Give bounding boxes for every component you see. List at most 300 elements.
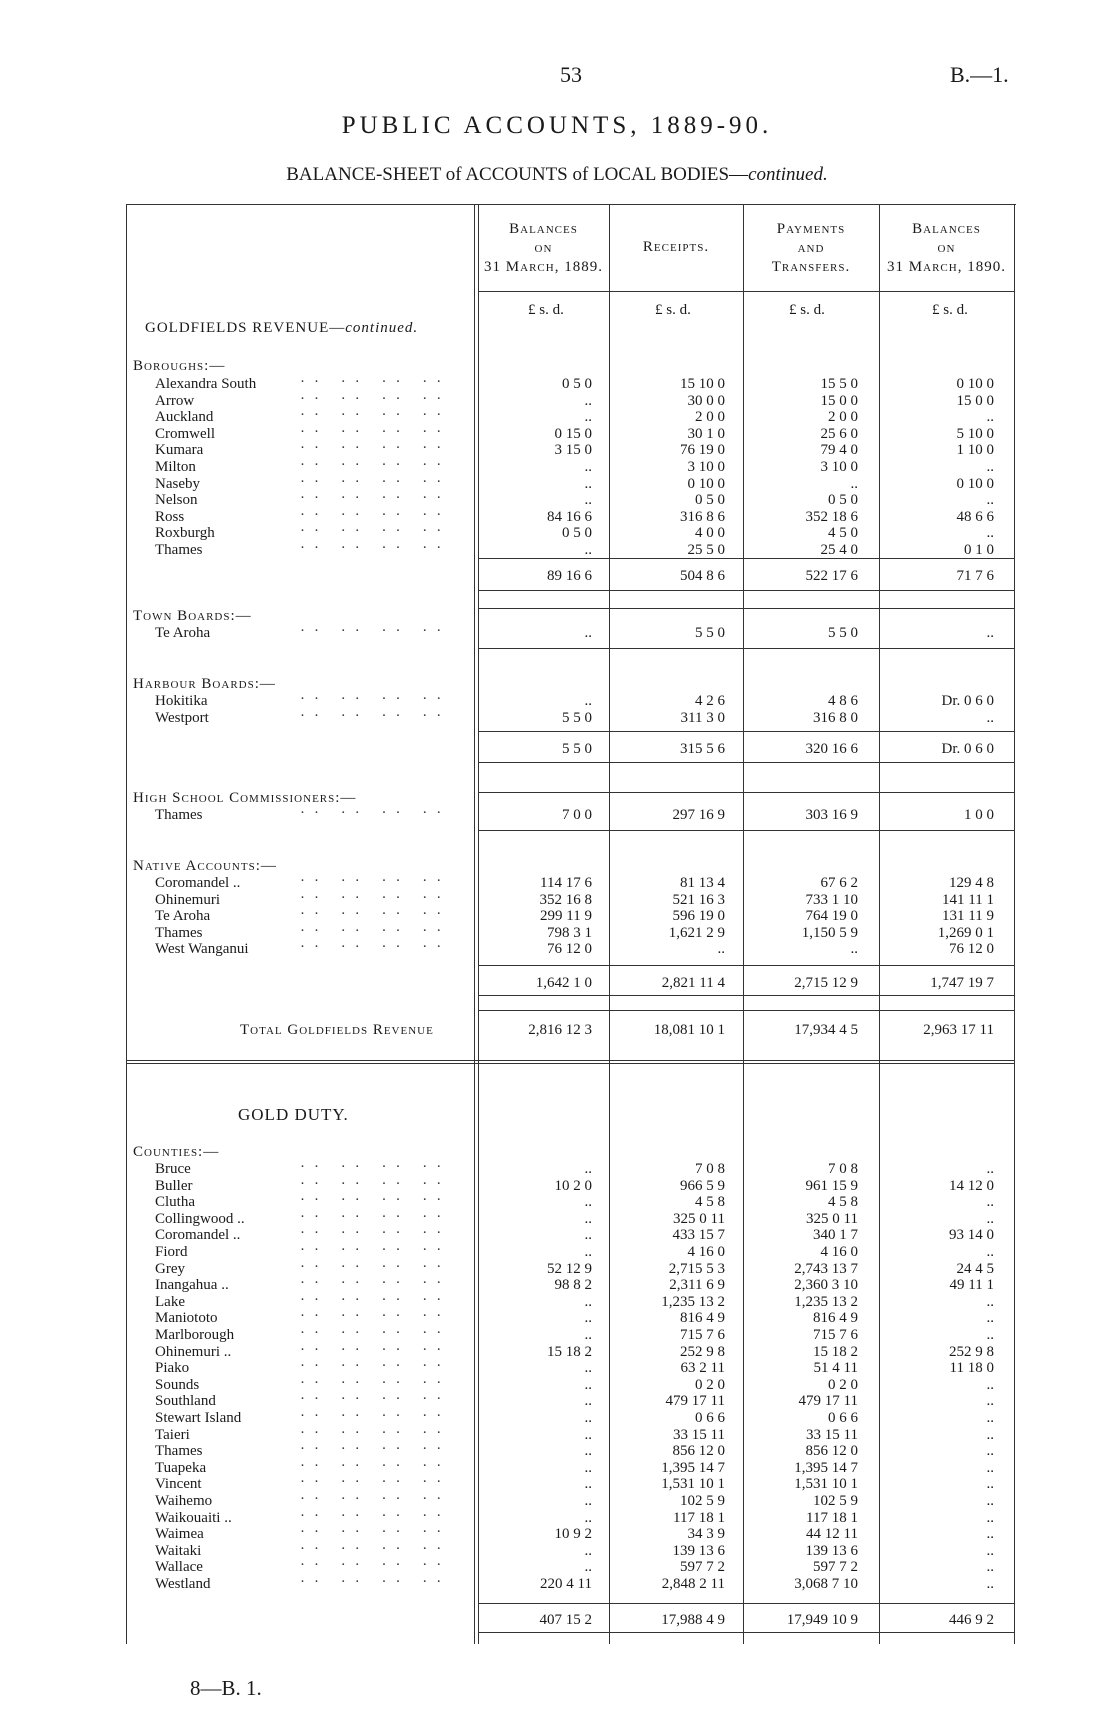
cell-c1: ..: [584, 1210, 592, 1227]
cell-c2: 325 0 11: [673, 1210, 725, 1227]
cell-c4: 76 12 0: [949, 941, 994, 958]
row-label: Nelson: [155, 492, 198, 509]
cell-c3: 3 10 0: [820, 459, 858, 475]
cell-c2: 30 1 0: [687, 425, 725, 442]
cell-c1: 5 5 0: [562, 709, 592, 726]
row-label: Tuapeka: [155, 1459, 207, 1476]
row-label: Marlborough: [155, 1327, 235, 1343]
cell-c4: 48 6 6: [956, 508, 994, 525]
cell-c1: ..: [584, 1360, 592, 1377]
header-rule: [478, 291, 1014, 292]
cell-c3: 67 6 2: [820, 875, 858, 891]
row-label: Ohinemuri: [155, 891, 220, 908]
cell-c3: 764 19 0: [805, 908, 858, 925]
cell-c4: ..: [986, 459, 994, 475]
cell-c3: ..: [850, 941, 858, 958]
row-label: Bruce: [155, 1161, 191, 1177]
cell-c3: 715 7 6: [813, 1327, 858, 1343]
cell-c1: ..: [584, 1459, 592, 1476]
section-gold-duty: GOLD DUTY.: [238, 1105, 349, 1124]
cell-c1: ..: [584, 1161, 592, 1177]
cell-c2: 5 5 0: [695, 625, 725, 641]
cell-c1: ..: [584, 475, 592, 492]
subtotal-c3: 522 17 6: [805, 568, 858, 584]
cell-c4: ..: [986, 1210, 994, 1227]
subtotal-c4: Dr. 0 6 0: [941, 741, 994, 757]
cell-c4: ..: [986, 409, 994, 426]
subtotal-c4: 71 7 6: [956, 568, 994, 584]
col-header-line: 31 March, 1890.: [887, 259, 1006, 275]
cell-c2: 4 0 0: [695, 525, 725, 542]
cell-c4: ..: [986, 1327, 994, 1343]
cell-c4: Dr. 0 6 0: [941, 693, 994, 709]
cell-c2: 0 6 6: [695, 1410, 725, 1426]
leader-dots: ·· ·· ·· ··: [300, 1491, 451, 1507]
leader-dots: ·· ·· ·· ··: [300, 873, 451, 889]
leader-dots: ·· ·· ·· ··: [300, 506, 451, 523]
leader-dots: ·· ·· ·· ··: [300, 1192, 451, 1209]
leader-dots: ·· ·· ·· ··: [300, 1574, 451, 1590]
cell-c1: 0 15 0: [554, 425, 592, 442]
cell-c3: 44 12 11: [806, 1526, 858, 1543]
col-header-payments: [743, 220, 879, 277]
row-label: Te Aroha: [155, 908, 211, 925]
cell-c4: 252 9 8: [949, 1343, 994, 1360]
leader-dots: ·· ·· ·· ··: [300, 939, 451, 956]
cell-c2: 966 5 9: [680, 1177, 725, 1194]
cell-c2: 0 10 0: [687, 475, 725, 492]
section-goldfields-revenue: [145, 320, 418, 337]
cell-c2: 76 19 0: [680, 442, 725, 459]
subtotal-rule: [478, 792, 1014, 793]
row-label: Westland: [155, 1576, 211, 1592]
cell-c2: 297 16 9: [672, 807, 725, 823]
cell-c3: 856 12 0: [805, 1443, 858, 1460]
column-divider: [478, 204, 479, 1644]
leader-dots: ·· ·· ·· ··: [300, 1325, 451, 1341]
cell-c2: 597 7 2: [680, 1559, 725, 1576]
table-border-left: [126, 204, 127, 1644]
leader-dots: ·· ·· ·· ··: [300, 623, 451, 639]
footer-signature: 8—B. 1.: [190, 1676, 262, 1700]
row-label: Buller: [155, 1177, 193, 1194]
page-title: PUBLIC ACCOUNTS, 1889-90.: [341, 112, 773, 139]
cell-c3: 15 18 2: [813, 1343, 858, 1360]
cell-c3: 0 2 0: [828, 1376, 858, 1393]
cell-c3: 1,150 5 9: [801, 924, 858, 941]
leader-dots: ·· ·· ·· ··: [300, 440, 451, 457]
cell-c2: 2,848 2 11: [661, 1576, 725, 1592]
cell-c1: ..: [584, 1542, 592, 1559]
cell-c3: 0 6 6: [828, 1410, 858, 1426]
leader-dots: ·· ·· ·· ··: [300, 1408, 451, 1424]
cell-c2: 1,531 10 1: [661, 1476, 725, 1493]
cell-c4: 1 0 0: [964, 807, 994, 823]
subtotal-rule: [478, 965, 1014, 966]
row-label: Thames: [155, 542, 203, 558]
row-label: Milton: [155, 459, 196, 475]
leader-dots: ·· ·· ·· ··: [300, 1242, 451, 1258]
cell-c4: 141 11 1: [942, 891, 994, 908]
row-label: Wallace: [155, 1559, 203, 1576]
col-header-balances-1889: [478, 220, 609, 277]
cell-c4: ..: [986, 1244, 994, 1260]
subtotal-c1: 5 5 0: [562, 741, 592, 757]
grand-total-c2: 18,081 10 1: [653, 1022, 725, 1038]
cell-c1: 10 2 0: [554, 1177, 592, 1194]
cell-c3: 340 1 7: [813, 1227, 858, 1244]
cell-c3: 25 4 0: [820, 542, 858, 558]
cell-c2: 316 8 6: [680, 508, 725, 525]
cell-c2: 117 18 1: [673, 1509, 725, 1526]
leader-dots: ·· ·· ·· ··: [300, 1391, 451, 1408]
col-header-line: and: [797, 240, 825, 256]
col-header-receipts: [609, 238, 743, 257]
subtotal-c1: 1,642 1 0: [535, 975, 592, 991]
cell-c3: 1,531 10 1: [794, 1476, 858, 1493]
cell-c3: 4 8 6: [828, 693, 858, 709]
row-label: Waimea: [155, 1526, 204, 1543]
cell-c3: 2,360 3 10: [794, 1277, 858, 1294]
cell-c2: 7 0 8: [695, 1161, 725, 1177]
cell-c1: 84 16 6: [547, 508, 592, 525]
col-header-line: Balances: [912, 221, 981, 237]
col-header-balances-1890: [879, 220, 1014, 277]
row-label: Collingwood ..: [155, 1210, 245, 1227]
cell-c1: 114 17 6: [540, 875, 592, 891]
cell-c3: 325 0 11: [806, 1210, 858, 1227]
cell-c2: 3 10 0: [687, 459, 725, 475]
unit-label: £ s. d.: [655, 302, 691, 318]
cell-c4: ..: [986, 1310, 994, 1327]
subtotal-c2: 504 8 6: [680, 568, 725, 584]
total-rule: [478, 1010, 1014, 1011]
leader-dots: ·· ·· ·· ··: [300, 374, 451, 390]
high_school-group-label: High School Commissioners:—: [133, 790, 357, 806]
cell-c2: 0 5 0: [695, 492, 725, 509]
leader-dots: ·· ·· ·· ··: [300, 889, 451, 906]
cell-c1: ..: [584, 1194, 592, 1211]
row-label: Ross: [155, 508, 185, 525]
cell-c1: ..: [584, 1493, 592, 1509]
leader-dots: ·· ·· ·· ··: [300, 1441, 451, 1458]
cell-c3: 25 6 0: [820, 425, 858, 442]
cell-c3: 15 0 0: [820, 392, 858, 409]
column-divider: [609, 204, 610, 1644]
cell-c4: ..: [986, 1293, 994, 1310]
cell-c1: ..: [584, 1426, 592, 1443]
col-header-line: Receipts.: [642, 239, 710, 255]
row-label: Thames: [155, 807, 203, 823]
cell-c4: ..: [986, 1410, 994, 1426]
leader-dots: ·· ·· ·· ··: [300, 473, 451, 490]
cell-c1: ..: [584, 625, 592, 641]
cell-c3: 33 15 11: [806, 1426, 858, 1443]
row-label: Arrow: [155, 392, 195, 409]
cell-c4: 129 4 8: [949, 875, 994, 891]
leader-dots: ·· ·· ·· ··: [300, 1308, 451, 1325]
cell-c2: 816 4 9: [680, 1310, 725, 1327]
cell-c2: 15 10 0: [680, 376, 725, 392]
subtotal-c3: 2,715 12 9: [794, 975, 858, 991]
cell-c3: 0 5 0: [828, 492, 858, 509]
cell-c1: ..: [584, 492, 592, 509]
row-label: Alexandra South: [155, 376, 257, 392]
cell-c4: ..: [986, 1161, 994, 1177]
cell-c4: ..: [986, 1194, 994, 1211]
unit-label: £ s. d.: [528, 302, 564, 318]
cell-c4: ..: [986, 1376, 994, 1393]
row-label: Lake: [155, 1293, 185, 1310]
subtitle-continued: continued.: [748, 164, 828, 185]
cell-c2: 102 5 9: [680, 1493, 725, 1509]
cell-c3: 139 13 6: [805, 1542, 858, 1559]
cell-c2: 596 19 0: [672, 908, 725, 925]
leader-dots: ·· ·· ·· ··: [300, 490, 451, 507]
column-divider: [474, 204, 475, 1644]
row-label: Kumara: [155, 442, 204, 459]
cell-c4: ..: [986, 1476, 994, 1493]
cell-c4: 5 10 0: [956, 425, 994, 442]
col-header-line: on: [937, 240, 956, 256]
cell-c4: 0 1 0: [964, 542, 994, 558]
row-label: Hokitika: [155, 693, 208, 709]
cell-c3: 4 5 8: [828, 1194, 858, 1211]
page-subtitle: [0, 164, 1114, 186]
cell-c1: ..: [584, 1476, 592, 1493]
cell-c3: 2 0 0: [828, 409, 858, 426]
subtotal-c3: 17,949 10 9: [786, 1612, 858, 1628]
cell-c2: 30 0 0: [687, 392, 725, 409]
row-label: Stewart Island: [155, 1410, 242, 1426]
row-label: Vincent: [155, 1476, 202, 1493]
cell-c1: 352 16 8: [539, 891, 592, 908]
row-label: Grey: [155, 1260, 185, 1277]
cell-c4: ..: [986, 1576, 994, 1592]
cell-c4: ..: [986, 1393, 994, 1410]
col-header-line: on: [534, 240, 553, 256]
cell-c2: ..: [717, 941, 725, 958]
cell-c3: 51 4 11: [813, 1360, 858, 1377]
subtotal-rule: [478, 608, 1014, 609]
cell-c3: 2,743 13 7: [794, 1260, 858, 1277]
leader-dots: ·· ·· ·· ··: [300, 1291, 451, 1308]
grand-total-c4: 2,963 17 11: [923, 1022, 994, 1038]
subtotal-c2: 315 5 6: [680, 741, 725, 757]
cell-c4: 11 18 0: [949, 1360, 994, 1377]
cell-c3: 479 17 11: [798, 1393, 858, 1410]
row-label: Waitaki: [155, 1542, 202, 1559]
cell-c4: 131 11 9: [942, 908, 994, 925]
leader-dots: ·· ·· ·· ··: [300, 1208, 451, 1225]
cell-c1: ..: [584, 1227, 592, 1244]
cell-c2: 4 2 6: [695, 693, 725, 709]
subtotal-rule: [478, 762, 1014, 763]
leader-dots: ·· ·· ·· ··: [300, 407, 451, 424]
cell-c3: 1,395 14 7: [794, 1459, 858, 1476]
cell-c1: 798 3 1: [547, 924, 592, 941]
cell-c4: 14 12 0: [949, 1177, 994, 1194]
cell-c4: ..: [986, 525, 994, 542]
col-header-line: Balances: [509, 221, 578, 237]
cell-c4: ..: [986, 1459, 994, 1476]
subtotal-rule: [478, 1632, 1014, 1633]
cell-c2: 2,715 5 3: [668, 1260, 725, 1277]
cell-c2: 4 5 8: [695, 1194, 725, 1211]
subtotal-c4: 1,747 19 7: [930, 975, 994, 991]
cell-c3: 733 1 10: [805, 891, 858, 908]
leader-dots: ·· ·· ·· ··: [300, 1424, 451, 1441]
cell-c1: ..: [584, 1393, 592, 1410]
cell-c4: ..: [986, 1542, 994, 1559]
cell-c2: 521 16 3: [672, 891, 725, 908]
cell-c2: 2 0 0: [695, 409, 725, 426]
column-divider: [743, 204, 744, 1644]
cell-c4: 93 14 0: [949, 1227, 994, 1244]
cell-c4: ..: [986, 492, 994, 509]
cell-c4: ..: [986, 1509, 994, 1526]
row-label: Thames: [155, 924, 203, 941]
boroughs-group-label: Boroughs:—: [133, 358, 226, 374]
row-label: Te Aroha: [155, 625, 211, 641]
cell-c1: ..: [584, 1509, 592, 1526]
cell-c2: 1,395 14 7: [661, 1459, 725, 1476]
row-label: Waikouaiti ..: [155, 1509, 232, 1526]
leader-dots: ·· ·· ·· ··: [300, 906, 451, 923]
leader-dots: ·· ·· ·· ··: [300, 707, 451, 724]
cell-c3: 102 5 9: [813, 1493, 858, 1509]
section-divider-rule: [126, 1060, 1014, 1061]
subtotal-rule: [478, 731, 1014, 732]
row-label: Thames: [155, 1443, 203, 1460]
cell-c2: 1,621 2 9: [668, 924, 725, 941]
cell-c2: 4 16 0: [687, 1244, 725, 1260]
row-label: Piako: [155, 1360, 190, 1377]
leader-dots: ·· ·· ·· ··: [300, 390, 451, 407]
cell-c3: 597 7 2: [813, 1559, 858, 1576]
cell-c2: 25 5 0: [687, 542, 725, 558]
cell-c4: 49 11 1: [949, 1277, 994, 1294]
subtotal-rule: [478, 648, 1014, 649]
cell-c2: 0 2 0: [695, 1376, 725, 1393]
cell-c4: ..: [986, 1426, 994, 1443]
leader-dots: ·· ·· ·· ··: [300, 1457, 451, 1474]
cell-c3: 316 8 0: [813, 709, 858, 726]
report-code: B.—1.: [950, 62, 1009, 87]
cell-c1: ..: [584, 1376, 592, 1393]
section-continued: continued.: [345, 320, 419, 336]
col-header-line: Payments: [776, 221, 846, 237]
col-header-line: 31 March, 1889.: [484, 259, 603, 275]
row-label: Clutha: [155, 1194, 195, 1211]
leader-dots: ·· ·· ·· ··: [300, 523, 451, 540]
cell-c4: 24 4 5: [956, 1260, 994, 1277]
row-label: Naseby: [155, 475, 200, 492]
cell-c1: ..: [584, 1410, 592, 1426]
leader-dots: ·· ·· ·· ··: [300, 1507, 451, 1524]
cell-c3: 303 16 9: [805, 807, 858, 823]
cell-c4: 15 0 0: [956, 392, 994, 409]
cell-c2: 34 3 9: [687, 1526, 725, 1543]
cell-c1: 10 9 2: [554, 1526, 592, 1543]
grand-total-c3: 17,934 4 5: [794, 1022, 858, 1038]
cell-c3: 961 15 9: [805, 1177, 858, 1194]
cell-c2: 252 9 8: [680, 1343, 725, 1360]
cell-c1: ..: [584, 392, 592, 409]
cell-c2: 856 12 0: [672, 1443, 725, 1460]
cell-c1: 299 11 9: [540, 908, 592, 925]
section-title: GOLDFIELDS REVENUE—: [145, 320, 346, 336]
cell-c3: 352 18 6: [805, 508, 858, 525]
cell-c1: ..: [584, 459, 592, 475]
leader-dots: ·· ·· ·· ··: [300, 1275, 451, 1292]
cell-c1: 98 8 2: [554, 1277, 592, 1294]
subtotal-c4: 446 9 2: [949, 1612, 994, 1628]
cell-c4: ..: [986, 1493, 994, 1509]
row-label: Coromandel ..: [155, 1227, 241, 1244]
unit-label: £ s. d.: [789, 302, 825, 318]
leader-dots: ·· ·· ·· ··: [300, 423, 451, 440]
subtotal-c1: 89 16 6: [547, 568, 592, 584]
total-goldfields-label: Total Goldfields Revenue: [240, 1022, 434, 1038]
leader-dots: ·· ·· ·· ··: [300, 922, 451, 939]
leader-dots: ·· ·· ·· ··: [300, 457, 451, 473]
leader-dots: ·· ·· ·· ··: [300, 1258, 451, 1275]
cell-c3: ..: [850, 475, 858, 492]
cell-c1: 76 12 0: [547, 941, 592, 958]
cell-c3: 4 5 0: [828, 525, 858, 542]
cell-c2: 311 3 0: [680, 709, 725, 726]
column-divider: [879, 204, 880, 1644]
cell-c4: 0 10 0: [956, 475, 994, 492]
subtotal-c3: 320 16 6: [805, 741, 858, 757]
cell-c1: ..: [584, 1327, 592, 1343]
cell-c1: ..: [584, 1293, 592, 1310]
row-label: Southland: [155, 1393, 216, 1410]
subtitle-main: BALANCE-SHEET of ACCOUNTS of LOCAL BODIES—: [286, 164, 749, 185]
leader-dots: ·· ·· ·· ··: [300, 1175, 451, 1192]
leader-dots: ·· ·· ·· ··: [300, 540, 451, 556]
cell-c3: 79 4 0: [820, 442, 858, 459]
leader-dots: ·· ·· ·· ··: [300, 1474, 451, 1491]
leader-dots: ·· ·· ·· ··: [300, 805, 451, 821]
native_accounts-group-label: Native Accounts:—: [133, 858, 277, 874]
leader-dots: ·· ·· ·· ··: [300, 1540, 451, 1557]
leader-dots: ·· ·· ·· ··: [300, 1524, 451, 1541]
cell-c2: 1,235 13 2: [661, 1293, 725, 1310]
page-number: 53: [560, 62, 582, 87]
counties-group-label: Counties:—: [133, 1144, 220, 1160]
cell-c1: ..: [584, 542, 592, 558]
subtotal-rule: [478, 1603, 1014, 1604]
cell-c1: ..: [584, 1559, 592, 1576]
cell-c3: 4 16 0: [820, 1244, 858, 1260]
row-label: Sounds: [155, 1376, 200, 1393]
cell-c1: 3 15 0: [554, 442, 592, 459]
grand-total-c1: 2,816 12 3: [528, 1022, 592, 1038]
row-label: Taieri: [155, 1426, 190, 1443]
row-label: Westport: [155, 709, 209, 726]
cell-c1: ..: [584, 693, 592, 709]
cell-c2: 139 13 6: [672, 1542, 725, 1559]
row-label: Waihemo: [155, 1493, 213, 1509]
cell-c1: 7 0 0: [562, 807, 592, 823]
leader-dots: ·· ·· ·· ··: [300, 1159, 451, 1175]
cell-c4: 0 10 0: [956, 376, 994, 392]
leader-dots: ·· ·· ·· ··: [300, 1341, 451, 1358]
cell-c2: 715 7 6: [680, 1327, 725, 1343]
subtotal-c2: 17,988 4 9: [661, 1612, 725, 1628]
